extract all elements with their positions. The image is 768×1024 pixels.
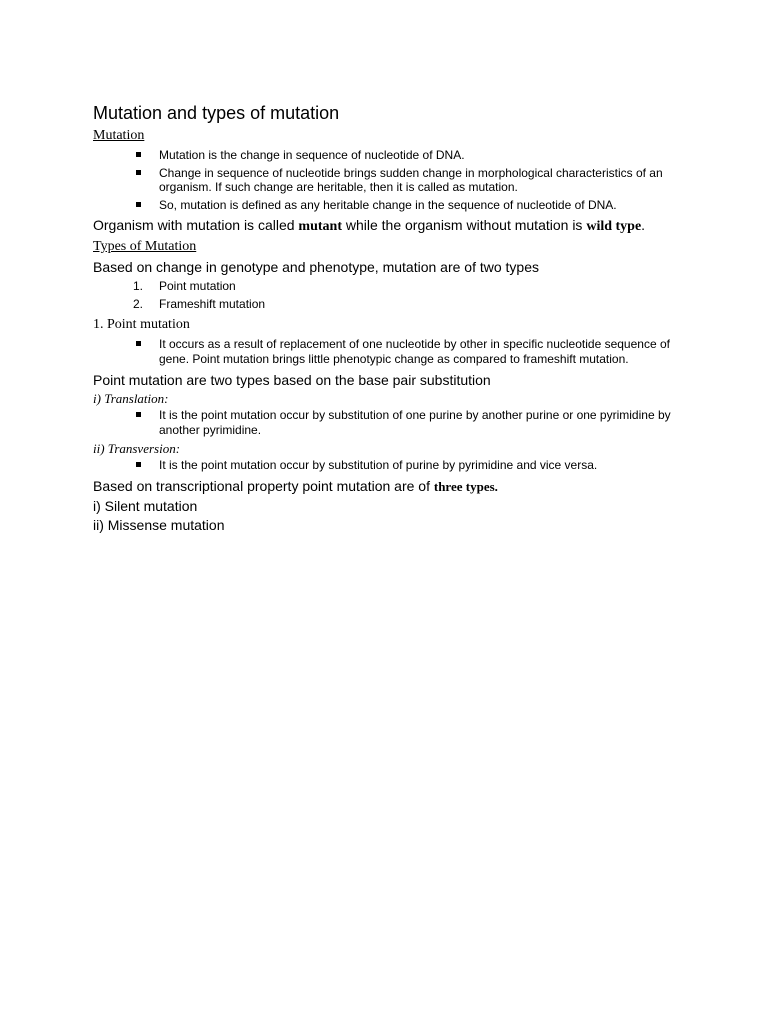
square-bullet-icon [136, 202, 141, 207]
paragraph-text: while the organism without mutation is [341, 217, 587, 233]
document-page [93, 101, 673, 534]
missense-mutation-line: ii) Missense mutation [93, 516, 225, 533]
types-numbered-list [93, 278, 673, 312]
transcriptional-paragraph [93, 477, 673, 496]
list-item-text: Mutation is the change in sequence of nucleotide of DNA. [159, 148, 465, 162]
list-item-text: So, mutation is defined as any heritable change in the sequence of nucleotide of DNA. [159, 197, 617, 212]
list-item-text: Change in sequence of nucleotide brings sudden change in morphological characteristics of an organism. If such change are heritable, then it is called as mutation. [159, 165, 663, 194]
list-item-text: It is the point mutation occur by substitution of purine by pyrimidine and vice versa. [159, 458, 598, 472]
document-title: Mutation and types of mutation [93, 103, 340, 123]
list-item [93, 198, 673, 213]
list-item [93, 166, 673, 195]
silent-mutation-line: i) Silent mutation [93, 497, 198, 514]
list-item [93, 337, 673, 366]
list-item-number: 1. [133, 279, 144, 293]
list-item-text: It is the point mutation occur by substitution of one purine by another purine or one pyrimidine by another pyrimidine. [159, 408, 671, 437]
list-item [93, 408, 673, 437]
square-bullet-icon [136, 152, 141, 157]
bold-term-wild-type: wild type [586, 219, 642, 234]
paragraph-text: Organism with mutation is called [93, 217, 299, 233]
paragraph-text: Based on transcriptional property point mutation are of [93, 477, 434, 494]
list-item-number: 2. [133, 297, 144, 311]
list-item [93, 458, 673, 473]
square-bullet-icon [136, 462, 141, 467]
list-item [93, 278, 673, 294]
translation-heading: i) Translation: [93, 391, 169, 406]
list-item-text: Point mutation [159, 279, 236, 293]
types-intro-paragraph: Based on change in genotype and phenotype, mutation are of two types [93, 259, 539, 275]
translation-bullet-list [93, 408, 673, 437]
mutant-paragraph [93, 216, 673, 236]
square-bullet-icon [136, 341, 141, 346]
list-item [93, 296, 673, 312]
bold-term-mutant: mutant [298, 219, 342, 234]
base-pair-paragraph: Point mutation are two types based on the base pair substitution [93, 372, 491, 388]
list-item [93, 148, 673, 163]
types-heading: Types of Mutation [93, 239, 197, 254]
point-mutation-heading: 1. Point mutation [93, 317, 190, 332]
transversion-heading: ii) Transversion: [93, 441, 181, 456]
point-mutation-bullet-list [93, 337, 673, 366]
square-bullet-icon [136, 412, 141, 417]
list-item-text: Frameshift mutation [159, 297, 266, 311]
list-item-text: It occurs as a result of replacement of one nucleotide by other in specific nucleotide sequence of gene. Point mutation brings little phenotypic change as compared to frameshift mutation. [159, 337, 670, 366]
paragraph-text: . [641, 217, 646, 233]
mutation-bullet-list [93, 148, 673, 212]
square-bullet-icon [136, 170, 141, 175]
mutation-heading: Mutation [93, 128, 145, 143]
transversion-bullet-list [93, 458, 673, 473]
bold-term-three-types: three types. [433, 478, 498, 494]
